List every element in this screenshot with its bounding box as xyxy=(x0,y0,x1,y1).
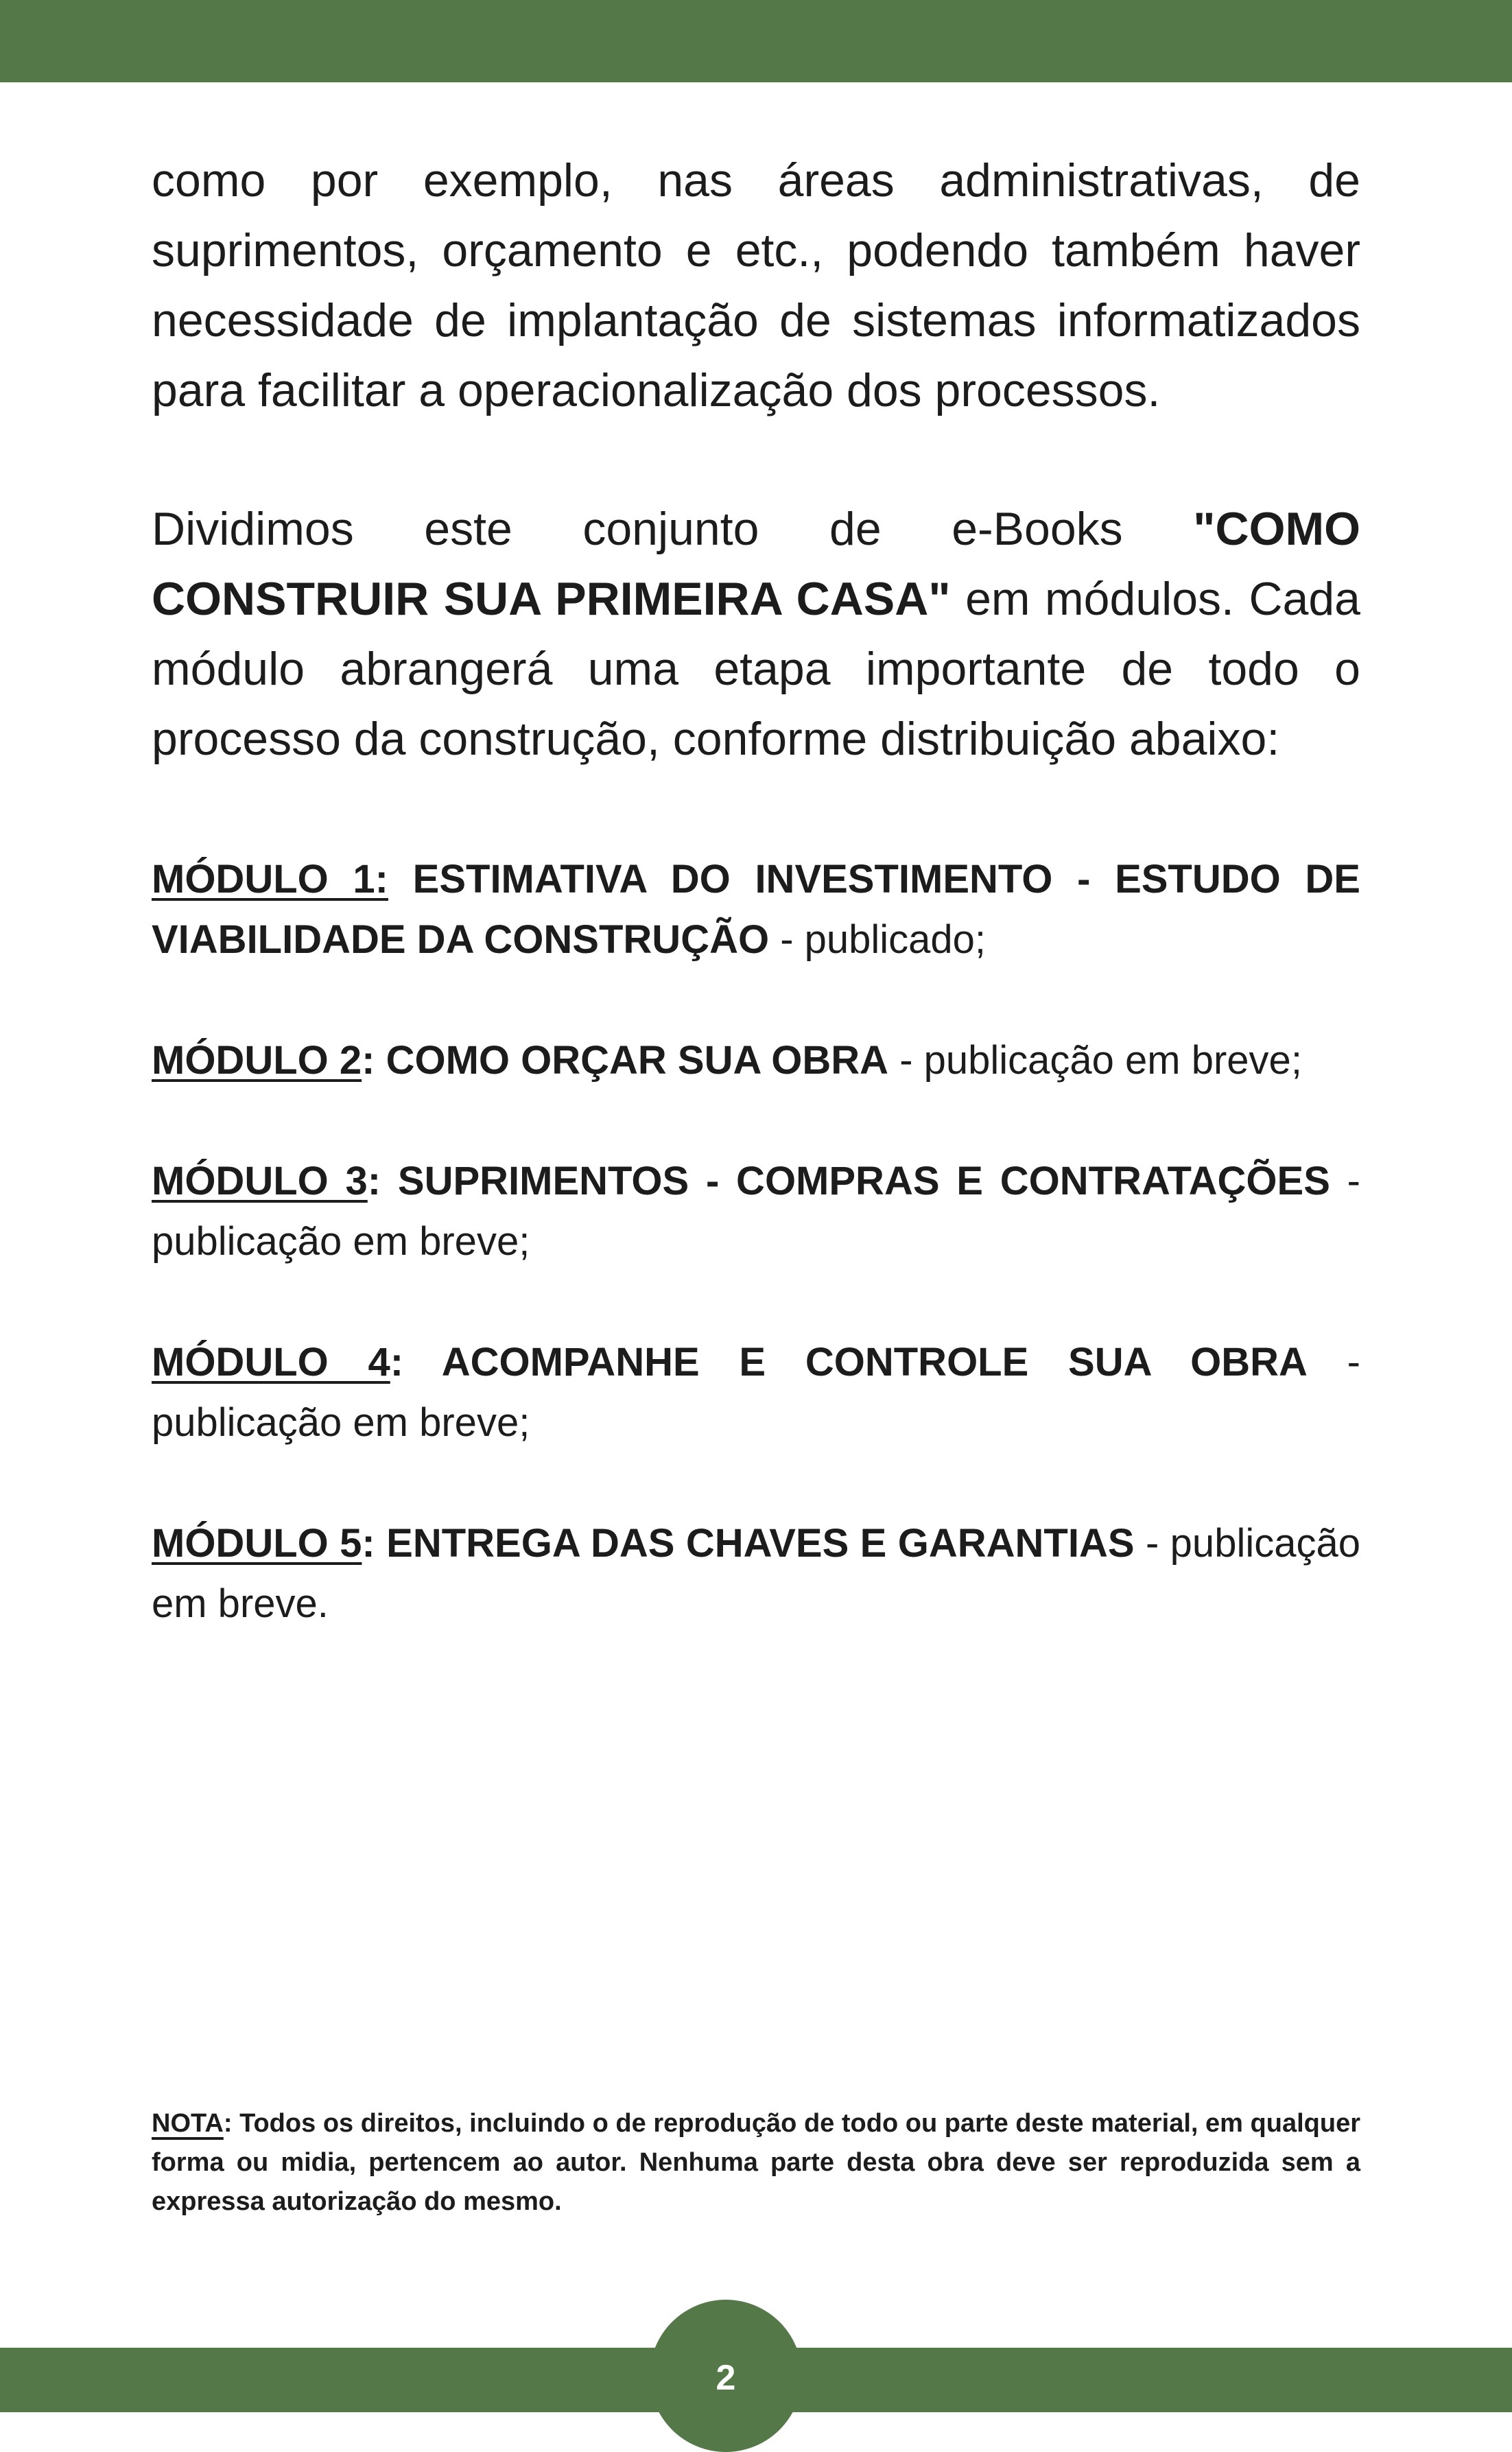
module-separator: : xyxy=(390,1340,404,1384)
module-status: - publicação em breve; xyxy=(152,1159,1360,1264)
module-status: - publicação em breve. xyxy=(152,1521,1360,1626)
module-item-2 xyxy=(152,1030,1360,1091)
top-bar xyxy=(0,0,1512,82)
page-number: 2 xyxy=(716,2358,736,2398)
note-label: NOTA xyxy=(152,2109,224,2138)
module-title: SUPRIMENTOS - COMPRAS E CONTRATAÇÕES xyxy=(381,1159,1330,1203)
main-content xyxy=(152,145,1360,1634)
module-list xyxy=(152,849,1360,1634)
module-title: COMO ORÇAR SUA OBRA xyxy=(375,1038,889,1083)
module-status: - publicação em breve; xyxy=(888,1038,1302,1083)
module-item-3 xyxy=(152,1151,1360,1272)
module-label: MÓDULO 3 xyxy=(152,1159,368,1203)
module-label: MÓDULO 1: xyxy=(152,857,388,901)
module-item-1 xyxy=(152,849,1360,970)
module-item-5 xyxy=(152,1513,1360,1634)
intro-paragraph-1: como por exemplo, nas áreas administrativas, de suprimentos, orçamento e etc., podendo também haver necessidade de implantação de sistemas informatizados para facilitar a operacionalização dos processos. xyxy=(152,154,1360,416)
ebook-series-title: "COMO CONSTRUIR SUA PRIMEIRA CASA" xyxy=(152,503,1360,625)
copyright-note xyxy=(152,2104,1360,2221)
intro-p2-after: em módulos. Cada módulo abrangerá uma etapa importante de todo o processo da construção, conforme distribuição abaixo: xyxy=(152,573,1361,765)
module-title: ESTIMATIVA DO INVESTIMENTO - ESTUDO DE VIABILIDADE DA CONSTRUÇÃO xyxy=(152,857,1360,962)
module-title: ACOMPANHE E CONTROLE SUA OBRA xyxy=(403,1340,1308,1384)
note-text: : Todos os direitos, incluindo o de reprodução de todo ou parte deste material, em qualquer forma ou midia, pertencem ao autor. Nenhuma parte desta obra deve ser reproduzida sem a expressa autorização do mesmo. xyxy=(152,2109,1360,2216)
module-status: - publicado; xyxy=(769,917,987,962)
module-item-4 xyxy=(152,1332,1360,1453)
intro-paragraph-2 xyxy=(152,494,1360,774)
module-label: MÓDULO 4 xyxy=(152,1340,390,1384)
module-separator: : xyxy=(367,1159,381,1203)
module-separator: : xyxy=(362,1038,375,1083)
module-separator: : xyxy=(362,1521,375,1566)
module-title: ENTREGA DAS CHAVES E GARANTIAS xyxy=(375,1521,1135,1566)
intro-p2-before: Dividimos este conjunto de e-Books xyxy=(152,503,1194,555)
module-status: - publicação em breve; xyxy=(152,1340,1360,1445)
module-label: MÓDULO 2 xyxy=(152,1038,362,1083)
module-label: MÓDULO 5 xyxy=(152,1521,362,1566)
